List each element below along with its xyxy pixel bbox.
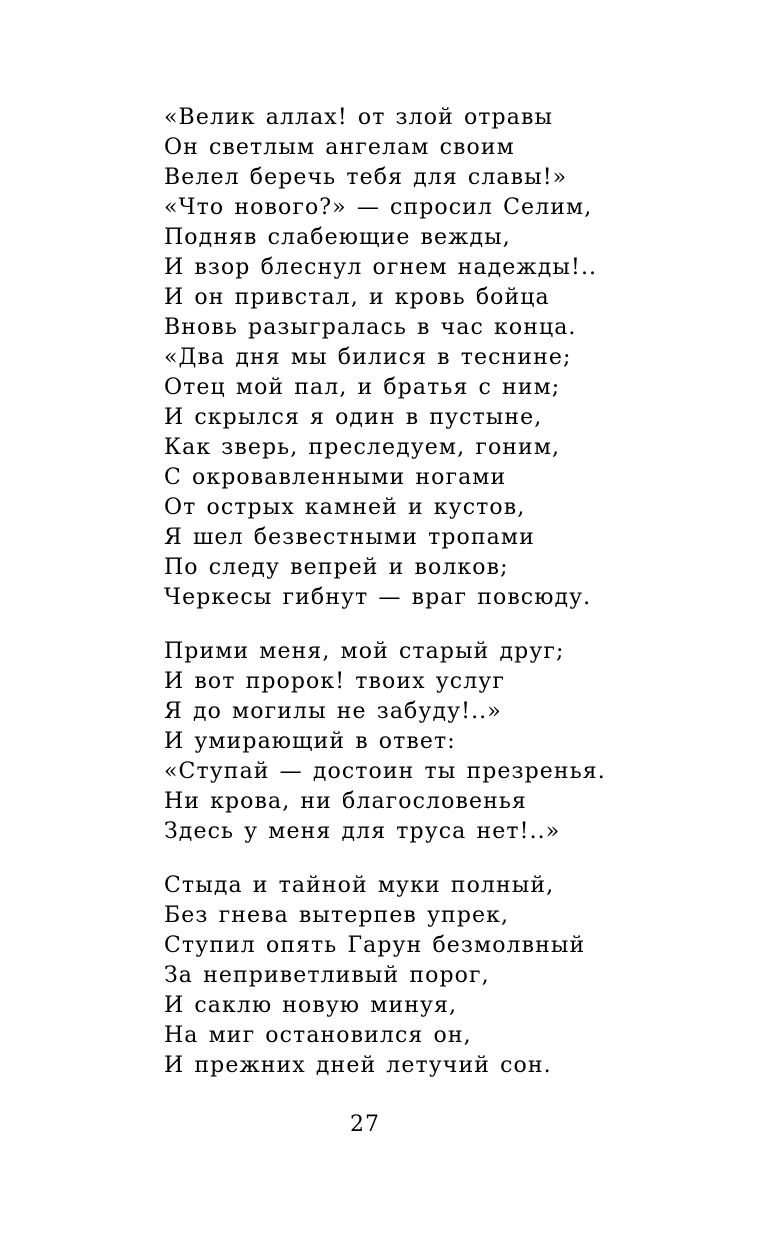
poem-line: Отец мой пал, и братья с ним; [164, 375, 561, 400]
poem-line: Как зверь, преследуем, гоним, [164, 435, 561, 460]
poem-line: «Ступай — достоин ты презренья. [164, 759, 606, 784]
poem-line: Ступил опять Гарун безмолвный [164, 933, 586, 958]
poem-line: Стыда и тайной муки полный, [164, 873, 555, 898]
page-number: 27 [350, 1112, 380, 1137]
poem-line: Я до могилы не забуду!..» [164, 699, 502, 724]
poem-line: За неприветливый порог, [164, 963, 490, 988]
poem-line: «Что нового?» — спросил Селим, [164, 195, 593, 220]
poem-line: С окровавленными ногами [164, 465, 507, 490]
poem-line: Велел беречь тебя для славы!» [164, 165, 568, 190]
poem-line: Подняв слабеющие вежды, [164, 225, 511, 250]
poem-line: «Два дня мы билися в теснине; [164, 345, 572, 370]
poem-line: По следу вепрей и волков; [164, 555, 509, 580]
poem-line: На миг остановился он, [164, 1023, 472, 1048]
poem-line: И прежних дней летучий сон. [164, 1053, 552, 1078]
poem-line: Ни крова, ни благословенья [164, 789, 527, 814]
poem-line: Он светлым ангелам своим [164, 135, 515, 160]
poem-line: И вот пророк! твоих услуг [164, 669, 505, 694]
poem-line: Прими меня, мой старый друг; [164, 639, 565, 664]
stanza-2 [164, 637, 744, 847]
stanza-1 [164, 103, 744, 613]
stanza-3 [164, 871, 744, 1081]
poem-line: И скрылся я один в пустыне, [164, 405, 543, 430]
poem-line: И он привстал, и кровь бойца [164, 285, 550, 310]
poem-line: «Велик аллах! от злой отравы [164, 105, 554, 130]
poem-line: От острых камней и кустов, [164, 495, 526, 520]
poem-line: Вновь разыгралась в час конца. [164, 315, 577, 340]
poem-line: И взор блеснул огнем надежды!.. [164, 255, 598, 280]
poem-line: Без гнева вытерпев упрек, [164, 903, 510, 928]
poem-line: И саклю новую минуя, [164, 993, 458, 1018]
poem-line: И умирающий в ответ: [164, 729, 456, 754]
poem-line: Черкесы гибнут — враг повсюду. [164, 585, 592, 610]
poem-text [164, 103, 744, 1081]
poem-line: Здесь у меня для труса нет!..» [164, 819, 561, 844]
poem-line: Я шел безвестными тропами [164, 525, 535, 550]
